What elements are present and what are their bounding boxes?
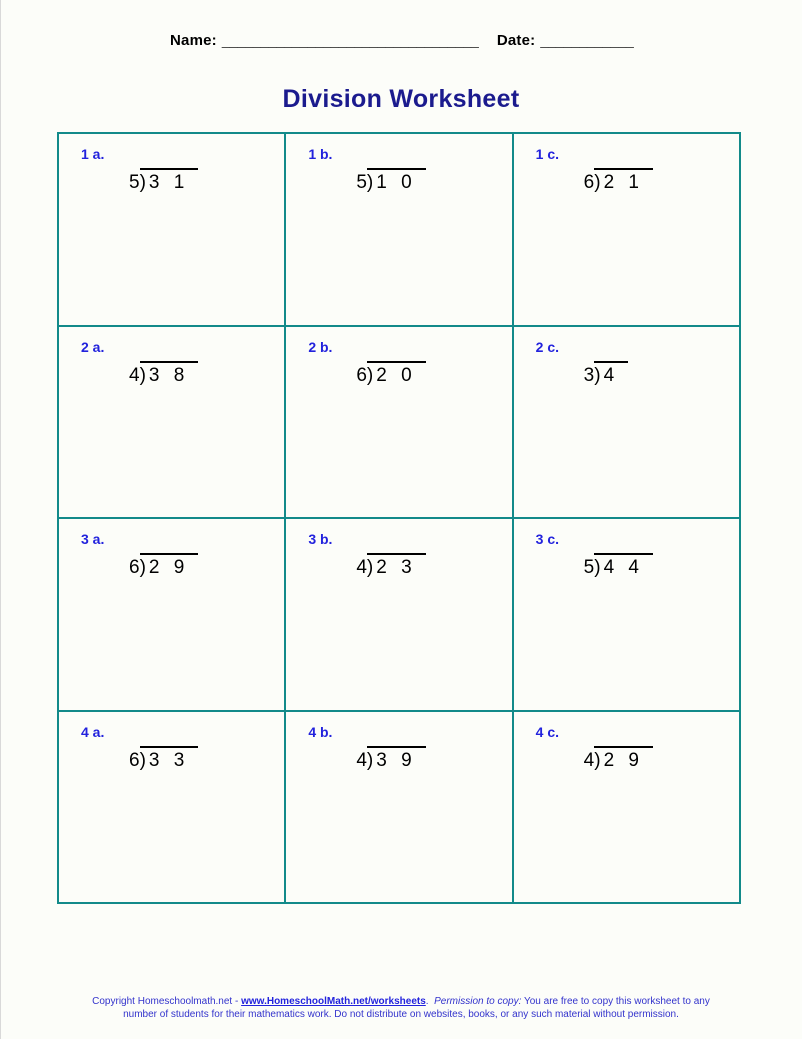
divisor: 4	[583, 749, 595, 771]
dividend: 4 4	[603, 557, 639, 578]
division-paren-icon: )	[594, 172, 601, 193]
division-bracket	[367, 746, 426, 773]
division-bracket	[140, 168, 199, 195]
date-label: Date:	[496, 32, 536, 49]
dividend: 2 1	[603, 172, 639, 193]
dividend: 2 3	[376, 557, 412, 578]
problem-label: 2 b.	[308, 338, 333, 355]
dividend: 3 9	[376, 749, 412, 771]
dividend: 4	[603, 364, 615, 386]
dividend: 2 9	[603, 749, 639, 771]
problem-cell-3c	[513, 518, 740, 711]
division-bracket	[140, 361, 199, 388]
name-blank-line: _________________________________	[221, 32, 479, 48]
problem-cell-3a	[58, 518, 285, 711]
divisor: 4	[356, 749, 367, 771]
problem-label: 1 b.	[308, 146, 333, 162]
division-bracket	[594, 361, 628, 388]
long-division-problem	[584, 168, 739, 195]
division-bracket	[367, 361, 426, 388]
dividend: 1 0	[376, 172, 412, 193]
problem-label: 4 a.	[81, 723, 105, 740]
long-division-problem	[356, 746, 511, 773]
header	[170, 32, 634, 49]
problem-cell-2c	[513, 326, 740, 519]
problem-label: 2 c.	[535, 338, 560, 355]
division-paren-icon: )	[139, 749, 146, 771]
division-paren-icon: )	[139, 557, 146, 578]
division-paren-icon: )	[366, 749, 374, 771]
division-paren-icon: )	[366, 557, 374, 578]
copyright-text: Copyright Homeschoolmath.net -	[92, 996, 242, 1007]
permission-label: Permission to copy:	[434, 996, 522, 1007]
dividend: 3 3	[148, 749, 185, 771]
problem-label: 2 a.	[81, 338, 105, 355]
division-paren-icon: )	[594, 749, 601, 771]
long-division-problem	[356, 553, 511, 580]
division-bracket	[140, 553, 199, 580]
long-division-problem	[584, 746, 739, 773]
problem-label: 3 c.	[535, 531, 560, 547]
dividend: 2 9	[148, 557, 185, 578]
problem-cell-4a	[58, 711, 285, 904]
division-paren-icon: )	[366, 364, 374, 386]
problem-cell-4b	[285, 711, 512, 904]
long-division-problem	[129, 746, 284, 773]
footer-line-2: number of students for their mathematics work. Do not distribute on websites, books, or any such material without permission.	[123, 1009, 679, 1020]
division-paren-icon: )	[139, 172, 146, 193]
division-bracket	[367, 168, 426, 195]
problem-cell-3b	[285, 518, 512, 711]
permission-text: You are free to copy this worksheet to any	[521, 996, 710, 1007]
long-division-problem	[129, 168, 284, 195]
dividend: 3 1	[148, 172, 185, 193]
problem-label: 3 a.	[81, 531, 105, 547]
problem-cell-1c	[513, 133, 740, 326]
division-bracket	[594, 553, 653, 580]
division-bracket	[594, 746, 653, 773]
worksheets-link[interactable]: www.HomeschoolMath.net/worksheets	[241, 996, 426, 1007]
division-paren-icon: )	[139, 364, 146, 386]
divisor: 5	[583, 557, 595, 578]
dividend: 3 8	[148, 364, 185, 386]
division-bracket	[594, 168, 653, 195]
page-edge	[0, 0, 1, 1039]
date-blank-line: ____________	[540, 32, 634, 48]
divisor: 5	[356, 172, 367, 193]
long-division-problem	[129, 553, 284, 580]
problem-label: 4 b.	[308, 723, 333, 740]
division-paren-icon: )	[594, 364, 601, 386]
divisor: 6	[356, 364, 367, 386]
long-division-problem	[129, 361, 284, 388]
divisor: 4	[129, 364, 140, 386]
problem-cell-1a	[58, 133, 285, 326]
problem-label: 4 c.	[535, 723, 560, 740]
divisor: 6	[129, 557, 140, 578]
problem-label: 1 c.	[535, 146, 560, 162]
divisor: 5	[129, 172, 140, 193]
division-paren-icon: )	[366, 172, 374, 193]
divisor: 6	[129, 749, 140, 771]
long-division-problem	[584, 361, 739, 388]
divisor: 6	[583, 172, 595, 193]
divisor: 3	[583, 364, 595, 386]
division-bracket	[367, 553, 426, 580]
problem-label: 3 b.	[308, 531, 333, 547]
problem-cell-4c	[513, 711, 740, 904]
problem-cell-2a	[58, 326, 285, 519]
problem-label: 1 a.	[81, 146, 105, 162]
footer-line-1	[0, 995, 802, 1008]
page-title: Division Worksheet	[282, 85, 520, 113]
problems-grid	[57, 132, 741, 904]
problem-cell-2b	[285, 326, 512, 519]
long-division-problem	[356, 361, 511, 388]
long-division-problem	[584, 553, 739, 580]
footer-copyright	[0, 995, 802, 1021]
dividend: 2 0	[376, 364, 412, 386]
division-paren-icon: )	[594, 557, 601, 578]
division-bracket	[140, 746, 199, 773]
divisor: 4	[356, 557, 367, 578]
name-label: Name:	[170, 32, 217, 49]
after-link-text: .	[425, 996, 435, 1007]
long-division-problem	[356, 168, 511, 195]
problem-cell-1b	[285, 133, 512, 326]
